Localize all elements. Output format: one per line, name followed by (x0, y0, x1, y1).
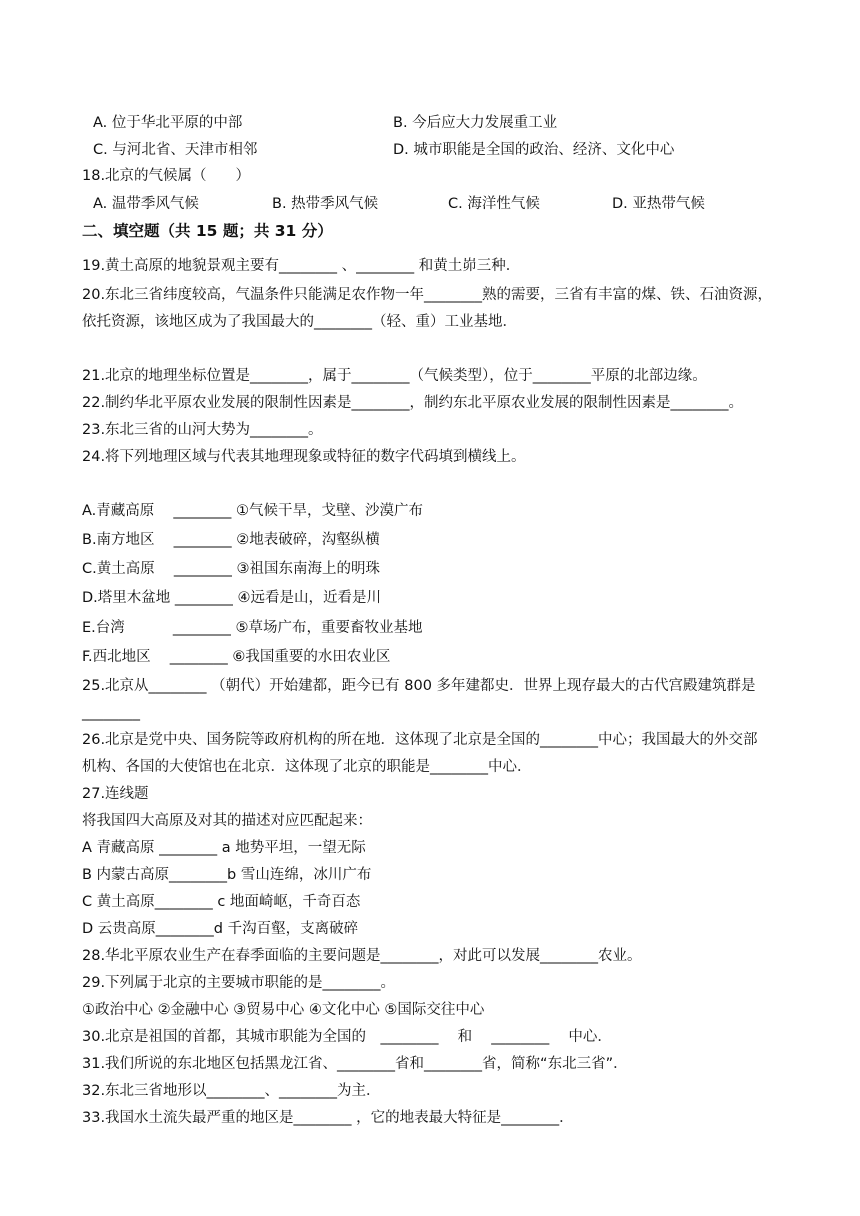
q24-item: B.南方地区 ________ ②地表破碎，沟壑纵横 (82, 532, 380, 548)
q18-stem: 18.北京的气候属（ ） (82, 168, 251, 184)
q17-option-b: B. 今后应大力发展重工业 (393, 115, 558, 131)
q27-item: B 内蒙古高原________b 雪山连绵，冰川广布 (82, 867, 372, 883)
section-title: 二、填空题（共 15 题；共 31 分） (82, 222, 333, 240)
q22: 22.制约华北平原农业发展的限制性因素是________，制约东北平原农业发展的限制性因素是________。 (82, 395, 744, 411)
q20-line2: 依托资源，该地区成为了我国最大的________（轻、重）工业基地． (82, 314, 517, 330)
q18-option-a: A. 温带季风气候 (93, 196, 199, 212)
q19: 19.黄土高原的地貌景观主要有________ 、________ 和黄土峁三种． (82, 258, 521, 274)
q27-item: D 云贵高原________d 千沟百壑，支离破碎 (82, 921, 359, 937)
q18-option-d: D. 亚热带气候 (612, 196, 705, 212)
q23: 23.东北三省的山河大势为________。 (82, 422, 323, 438)
q18-option-b: B. 热带季风气候 (272, 196, 379, 212)
q24-item: C.黄土高原 ________ ③祖国东南海上的明珠 (82, 561, 380, 577)
q27-intro: 将我国四大高原及对其的描述对应匹配起来： (82, 813, 372, 829)
q17-option-d: D. 城市职能是全国的政治、经济、文化中心 (393, 142, 675, 158)
q31: 31.我们所说的东北地区包括黑龙江省、________省和________省，简称“东北三省”． (82, 1056, 628, 1072)
q32: 32.东北三省地形以________、________为主． (82, 1083, 381, 1099)
q33: 33.我国水土流失最严重的地区是________ ，它的地表最大特征是________． (82, 1110, 574, 1126)
q29-options: ①政治中心 ②金融中心 ③贸易中心 ④文化中心 ⑤国际交往中心 (82, 1002, 485, 1018)
q26-line1: 26.北京是党中央、国务院等政府机构的所在地．这体现了北京是全国的________中心；我国最大的外交部 (82, 732, 758, 748)
q30: 30.北京是祖国的首都，其城市职能为全国的 ________ 和 ________ 中心． (82, 1029, 612, 1045)
q17-option-c: C. 与河北省、天津市相邻 (93, 142, 258, 158)
q25-line1: 25.北京从________ （朝代）开始建都，距今已有 800 多年建都史．世界上现存最大的古代宫殿建筑群是 (82, 678, 756, 694)
q24-item: D.塔里木盆地 ________ ④远看是山，近看是川 (82, 590, 381, 606)
q24-stem: 24.将下列地理区域与代表其地理现象或特征的数字代码填到横线上。 (82, 449, 526, 465)
q28: 28.华北平原农业生产在春季面临的主要问题是________，对此可以发展________农业。 (82, 948, 642, 964)
q27-item: C 黄土高原________ c 地面崎岖，千奇百态 (82, 894, 361, 910)
q20-line1: 20.东北三省纬度较高，气温条件只能满足农作物一年________熟的需要，三省有丰富的煤、铁、石油资源， (82, 287, 773, 303)
q24-item: A.青藏高原 ________ ①气候干旱，戈壁、沙漠广布 (82, 503, 423, 519)
q26-line2: 机构、各国的大使馆也在北京．这体现了北京的职能是________中心． (82, 759, 532, 775)
q24-item: E.台湾 ________ ⑤草场广布，重要畜牧业基地 (82, 620, 423, 636)
q21: 21.北京的地理坐标位置是________，属于________（气候类型），位于________平原的北部边缘。 (82, 368, 707, 384)
q27-stem: 27.连线题 (82, 786, 149, 802)
q17-option-a: A. 位于华北平原的中部 (93, 115, 243, 131)
q18-option-c: C. 海洋性气候 (448, 196, 540, 212)
q27-item: A 青藏高原 ________ a 地势平坦，一望无际 (82, 840, 366, 856)
q25-line2: ________ (82, 705, 140, 721)
q24-item: F.西北地区 ________ ⑥我国重要的水田农业区 (82, 649, 391, 665)
q29-stem: 29.下列属于北京的主要城市职能的是________。 (82, 975, 396, 991)
